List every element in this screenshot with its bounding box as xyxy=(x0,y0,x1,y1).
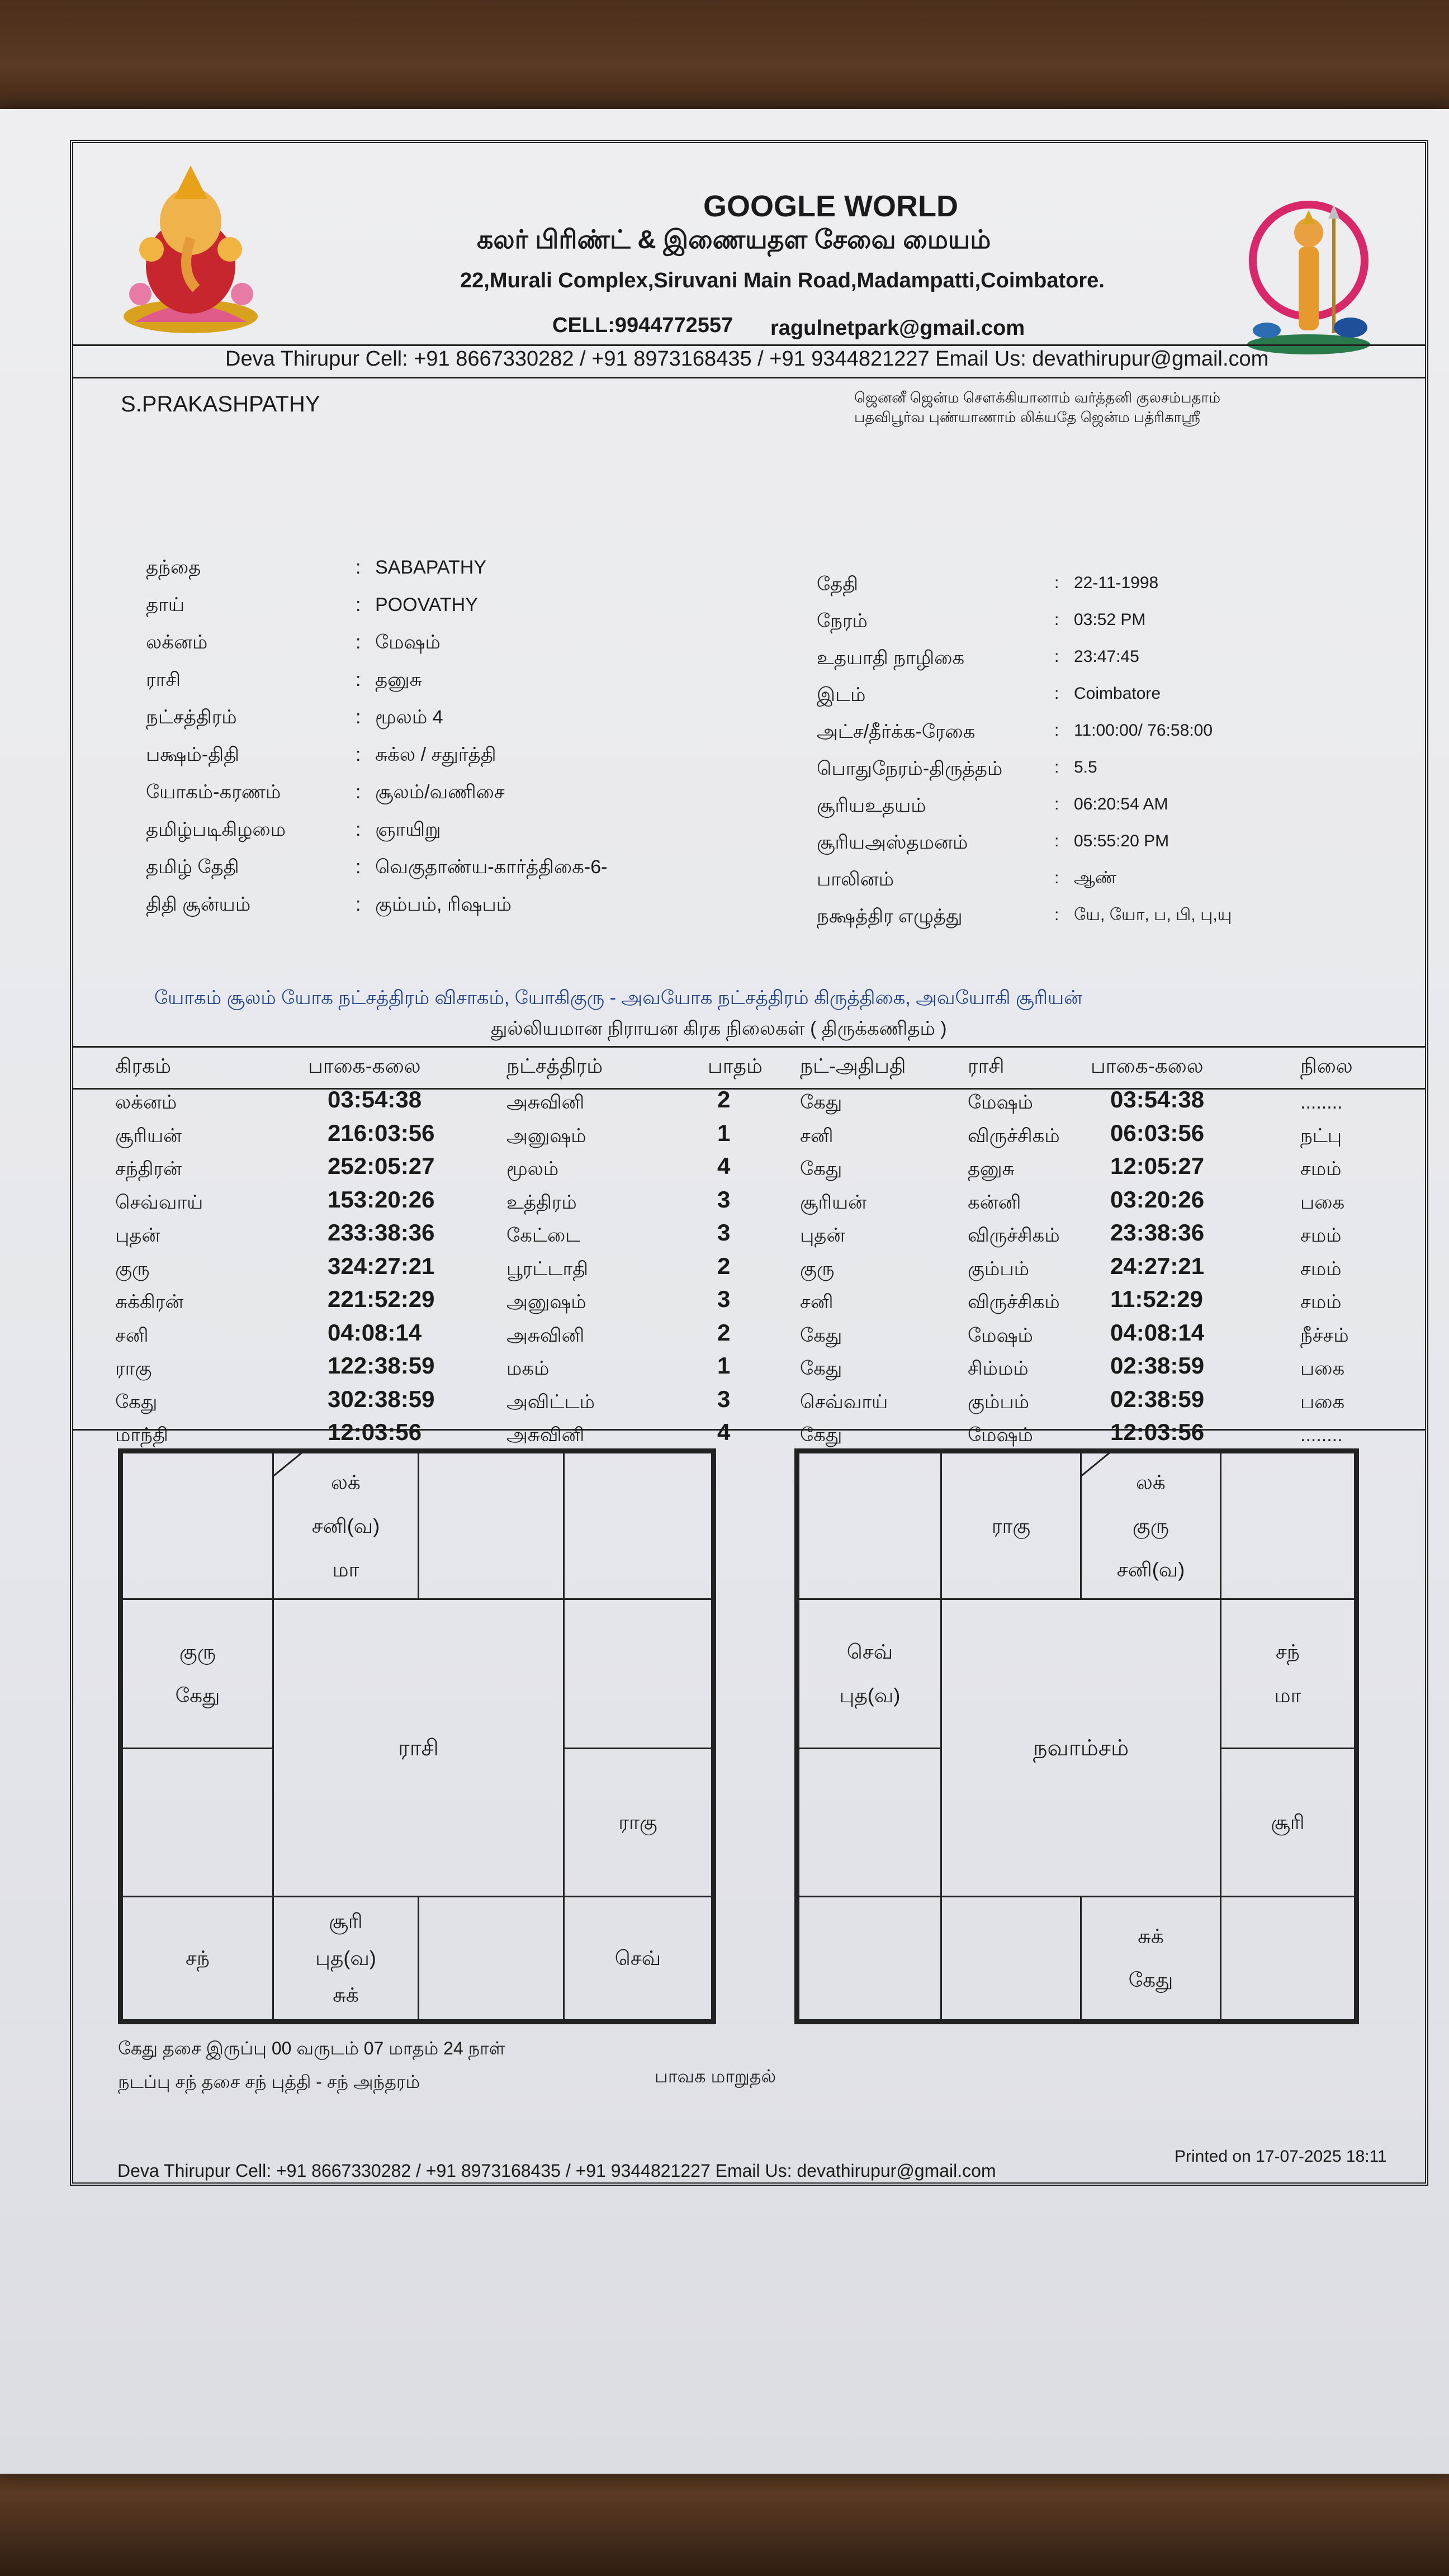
table-cell: சமம் xyxy=(1300,1291,1342,1313)
detail-left-label: ராசி xyxy=(146,669,181,690)
detail-right-colon: : xyxy=(1054,647,1059,666)
detail-right-value: 06:20:54 AM xyxy=(1074,795,1168,813)
table-header-cell: நட்சத்திரம் xyxy=(506,1054,603,1077)
table-cell: அனுஷம் xyxy=(506,1125,586,1147)
header-divider-top xyxy=(73,344,1425,346)
table-cell: புதன் xyxy=(800,1225,845,1246)
table-cell: மாந்தி xyxy=(115,1424,168,1446)
detail-left-colon: : xyxy=(356,632,361,653)
table-cell: 3 xyxy=(717,1286,731,1312)
blessing-line-1: ஜெனனீ ஜென்ம சௌக்கியானாம் வர்த்தனி குலசம்பதாம் xyxy=(854,389,1221,406)
detail-left-colon: : xyxy=(356,594,361,615)
business-cell: CELL:9944772557 xyxy=(552,314,733,337)
table-cell: 23:38:36 xyxy=(1110,1219,1205,1246)
table-cell: பகை xyxy=(1300,1358,1345,1379)
detail-right-value: Coimbatore xyxy=(1074,684,1161,703)
detail-right-value: 03:52 PM xyxy=(1074,610,1146,629)
detail-right-label: நேரம் xyxy=(817,610,868,632)
table-top-rule xyxy=(73,1046,1425,1048)
table-cell: 04:08:14 xyxy=(328,1319,422,1346)
detail-left-label: தமிழ்படிகிழமை xyxy=(146,819,286,840)
footer-contact-line: Deva Thirupur Cell: +91 8667330282 / +91 8973168435 / +91 9344821227 Email Us: devathirupur@gmail.com xyxy=(117,2161,996,2181)
nav-house-7 xyxy=(1080,1896,1221,2021)
table-cell: விருச்சிகம் xyxy=(968,1291,1060,1313)
table-cell: ராகு xyxy=(115,1358,152,1379)
table-cell: 252:05:27 xyxy=(328,1153,435,1179)
detail-right-colon: : xyxy=(1054,832,1059,850)
nav-house-3 xyxy=(1220,1598,1356,1749)
horoscope-frame xyxy=(70,140,1428,2186)
table-cell: கன்னி xyxy=(968,1191,1021,1213)
detail-left-value: சூலம்/வணிசை xyxy=(375,782,505,803)
table-cell: 03:20:26 xyxy=(1110,1186,1205,1213)
nav-h1-line-3: சனி(வ) xyxy=(1116,1557,1185,1581)
table-cell: 233:38:36 xyxy=(328,1219,435,1246)
rasi-house-top-left xyxy=(121,1452,274,1600)
rasi-house-2 xyxy=(418,1452,565,1600)
rasi-house-5 xyxy=(563,1748,713,1897)
table-header-cell: நட்-அதிபதி xyxy=(800,1054,906,1077)
nav-house-8 xyxy=(940,1896,1082,2021)
detail-left-value: வெகுதாண்ய-கார்த்திகை-6- xyxy=(375,856,608,878)
detail-right-value: 05:55:20 PM xyxy=(1074,832,1169,850)
nav-house-2 xyxy=(1220,1452,1356,1600)
nav-center-label: நவாம்சம் xyxy=(1033,1735,1129,1760)
rasi-h9-line-2: புத(வ) xyxy=(315,1947,376,1969)
nav-h9-line-1: சுக் xyxy=(1138,1925,1164,1948)
table-cell: 221:52:29 xyxy=(328,1286,435,1312)
table-cell: சனி xyxy=(800,1291,834,1313)
table-cell: சமம் xyxy=(1300,1158,1342,1180)
detail-right-colon: : xyxy=(1054,758,1059,776)
nav-house-12 xyxy=(940,1452,1082,1600)
detail-right-value: 22-11-1998 xyxy=(1074,574,1159,592)
table-header-cell: நிலை xyxy=(1300,1054,1353,1077)
current-dasa: நடப்பு சந் தசை சந் புத்தி - சந் அந்தரம் xyxy=(118,2072,420,2092)
table-cell: சூரியன் xyxy=(115,1125,182,1147)
table-cell: லக்னம் xyxy=(115,1092,177,1113)
table-cell: 1 xyxy=(717,1119,731,1146)
table-cell: 216:03:56 xyxy=(328,1119,435,1146)
table-cell: 4 xyxy=(717,1153,731,1179)
detail-right-colon: : xyxy=(1054,610,1059,629)
detail-left-value: ஞாயிறு xyxy=(375,819,441,840)
table-cell: மகம் xyxy=(506,1358,550,1379)
table-cell: 324:27:21 xyxy=(328,1252,435,1279)
detail-left-colon: : xyxy=(356,669,361,690)
detail-left-colon: : xyxy=(356,707,361,728)
detail-left-value: மேஷம் xyxy=(375,632,441,653)
detail-right-value: 11:00:00/ 76:58:00 xyxy=(1074,721,1213,740)
table-bottom-rule xyxy=(73,1429,1425,1431)
table-cell: 2 xyxy=(717,1252,731,1279)
table-cell: 3 xyxy=(717,1186,731,1213)
detail-left-label: தாய் xyxy=(146,594,185,615)
table-cell: தனுசு xyxy=(968,1158,1015,1180)
table-cell: கேது xyxy=(800,1158,842,1180)
detail-right-colon: : xyxy=(1054,721,1059,740)
table-cell: 03:54:38 xyxy=(328,1086,422,1112)
table-cell: சமம் xyxy=(1300,1258,1342,1280)
table-cell: அவிட்டம் xyxy=(506,1391,595,1413)
detail-left-colon: : xyxy=(356,782,361,803)
detail-left-colon: : xyxy=(356,744,361,765)
table-cell: 12:03:56 xyxy=(1110,1419,1205,1445)
detail-left-value: கும்பம், ரிஷபம் xyxy=(375,894,512,915)
detail-left-label: தமிழ் தேதி xyxy=(146,856,239,878)
nav-house-11 xyxy=(798,1598,942,1749)
person-name: S.PRAKASHPATHY xyxy=(121,392,320,416)
table-cell: விருச்சிகம் xyxy=(968,1225,1060,1246)
table-cell: 11:52:29 xyxy=(1110,1286,1203,1312)
table-cell: ........ xyxy=(1300,1424,1343,1446)
detail-right-label: பாலினம் xyxy=(817,869,894,890)
table-cell: கேது xyxy=(115,1391,158,1413)
table-cell: 4 xyxy=(717,1419,731,1445)
rasi-h9-line-1: சூரி xyxy=(329,1910,363,1933)
nav-h3-line-1: சந் xyxy=(1275,1640,1300,1663)
table-cell: 02:38:59 xyxy=(1110,1385,1205,1412)
table-cell: பூரட்டாதி xyxy=(506,1258,589,1280)
table-cell: சூரியன் xyxy=(800,1191,867,1213)
table-cell: அசுவினி xyxy=(506,1092,585,1113)
table-cell: மேஷம் xyxy=(968,1424,1033,1446)
detail-right-colon: : xyxy=(1054,906,1059,924)
rasi-chart xyxy=(118,1448,716,2024)
rasi-house-3 xyxy=(563,1452,713,1600)
rasi-h9-line-3: சுக் xyxy=(333,1983,359,2006)
nav-h11-line-2: புத(வ) xyxy=(839,1684,901,1707)
table-cell: குரு xyxy=(800,1258,835,1280)
rasi-lagna-mark xyxy=(272,1452,306,1480)
rasi-h7-line-1: செவ் xyxy=(614,1947,661,1969)
table-cell: குரு xyxy=(115,1258,150,1280)
table-header-cell: கிரகம் xyxy=(115,1054,172,1077)
table-cell: கேட்டை xyxy=(506,1225,581,1246)
header-contact-line: Deva Thirupur Cell: +91 8667330282 / +91 8973168435 / +91 9344821227 Email Us: devathirupur@gmail.com xyxy=(225,347,1269,371)
rasi-house-12 xyxy=(121,1598,274,1749)
navamsa-chart xyxy=(794,1448,1359,2024)
nav-house-top-left xyxy=(798,1452,942,1600)
rasi-house-7 xyxy=(563,1896,713,2021)
table-cell: விருச்சிகம் xyxy=(968,1125,1060,1147)
table-cell: 06:03:56 xyxy=(1110,1119,1205,1146)
nav-h12-line-1: ராகு xyxy=(991,1514,1031,1537)
detail-left-value: தனுசு xyxy=(375,669,422,690)
table-cell: சனி xyxy=(800,1125,834,1147)
rasi-h6-line-1: ராகு xyxy=(618,1811,657,1834)
table-header-rule xyxy=(73,1088,1425,1090)
detail-right-value: 23:47:45 xyxy=(1074,647,1139,666)
table-header-cell: பாதம் xyxy=(708,1054,763,1077)
rasi-house-10 xyxy=(121,1896,274,2021)
business-email: ragulnetpark@gmail.com xyxy=(770,316,1025,340)
detail-left-value: POOVATHY xyxy=(375,594,478,615)
table-header-cell: பாகை-கலை xyxy=(308,1054,421,1077)
business-address: 22,Murali Complex,Siruvani Main Road,Madampatti,Coimbatore. xyxy=(460,269,1105,292)
detail-left-colon: : xyxy=(356,557,361,578)
detail-right-value: யே, யோ, ப, பி, பு,யு xyxy=(1074,906,1232,924)
table-cell: 302:38:59 xyxy=(328,1385,435,1412)
rasi-h10-line-1: சந் xyxy=(185,1947,210,1969)
table-cell: 02:38:59 xyxy=(1110,1352,1205,1379)
table-cell: சுக்கிரன் xyxy=(115,1291,184,1313)
table-cell: மேஷம் xyxy=(968,1092,1033,1113)
table-cell: 24:27:21 xyxy=(1110,1252,1205,1279)
table-cell: செவ்வாய் xyxy=(115,1191,203,1213)
table-cell: செவ்வாய் xyxy=(800,1391,888,1413)
table-cell: கேது xyxy=(800,1324,842,1346)
detail-left-label: தந்தை xyxy=(146,557,201,578)
detail-right-label: அட்ச/தீர்க்க-ரேகை xyxy=(817,721,976,742)
nav-h11-line-1: செவ் xyxy=(846,1640,893,1663)
detail-right-label: பொதுநேரம்-திருத்தம் xyxy=(817,758,1003,779)
yoga-line: யோகம் சூலம் யோக நட்சத்திரம் விசாகம், யோகிகுரு - அவயோக நட்சத்திரம் கிருத்திகை, அவயோகி சூரியன் xyxy=(154,987,1083,1008)
table-cell: 12:03:56 xyxy=(328,1419,422,1445)
rasi-h1-line-2: சனி(வ) xyxy=(311,1514,380,1537)
nav-h4-line-1: சூரி xyxy=(1271,1811,1305,1834)
ganesha-image xyxy=(112,154,269,339)
dasa-balance: கேது தசை இருப்பு 00 வருடம் 07 மாதம் 24 நாள் xyxy=(118,2038,505,2058)
table-cell: கும்பம் xyxy=(968,1258,1030,1280)
table-cell: மூலம் xyxy=(506,1158,559,1180)
detail-right-label: தேதி xyxy=(817,574,859,595)
detail-right-label: நக்ஷத்திர எழுத்து xyxy=(817,906,963,927)
detail-right-value: 5.5 xyxy=(1074,758,1097,776)
detail-left-label: நட்சத்திரம் xyxy=(146,707,237,728)
detail-right-colon: : xyxy=(1054,869,1059,887)
nav-lagna-mark xyxy=(1080,1452,1114,1480)
header-divider-bottom xyxy=(73,377,1425,378)
printed-on: Printed on 17-07-2025 18:11 xyxy=(1175,2147,1387,2166)
nav-h9-line-2: கேது xyxy=(1128,1968,1173,1991)
detail-left-label: பக்ஷம்-திதி xyxy=(146,744,239,765)
nav-house-10 xyxy=(798,1748,942,1897)
nav-house-4 xyxy=(1220,1748,1356,1897)
table-cell: 3 xyxy=(717,1385,731,1412)
table-title: துல்லியமான நிராயன கிரக நிலைகள் ( திருக்கணிதம் ) xyxy=(491,1018,947,1039)
table-cell: அனுஷம் xyxy=(506,1291,586,1313)
table-cell: கேது xyxy=(800,1424,842,1446)
nav-h3-line-2: மா xyxy=(1274,1684,1301,1707)
rasi-house-4 xyxy=(563,1598,713,1749)
nav-h1-line-1: லக் xyxy=(1136,1470,1166,1494)
detail-left-colon: : xyxy=(356,894,361,915)
table-cell: சமம் xyxy=(1300,1225,1342,1246)
rasi-h1-line-3: மா xyxy=(332,1557,359,1581)
table-header-cell: ராசி xyxy=(968,1054,1005,1077)
detail-right-colon: : xyxy=(1054,684,1059,703)
table-cell: 12:05:27 xyxy=(1110,1153,1205,1179)
rasi-h1-line-1: லக் xyxy=(331,1470,361,1494)
table-cell: 03:54:38 xyxy=(1110,1086,1205,1112)
detail-left-value: SABAPATHY xyxy=(375,557,487,578)
detail-left-label: லக்னம் xyxy=(146,632,208,653)
table-cell: அசுவினி xyxy=(506,1324,585,1346)
detail-left-colon: : xyxy=(356,819,361,840)
table-cell: கும்பம் xyxy=(968,1391,1030,1413)
table-cell: 2 xyxy=(717,1319,731,1346)
detail-right-label: உதயாதி நாழிகை xyxy=(817,647,965,669)
rasi-center-label: ராசி xyxy=(398,1735,439,1760)
detail-left-value: சுக்ல / சதுர்த்தி xyxy=(375,744,496,765)
table-cell: உத்திரம் xyxy=(506,1191,577,1213)
rasi-h12-line-1: குரு xyxy=(179,1640,216,1663)
detail-right-label: சூரியஉதயம் xyxy=(817,795,926,816)
table-cell: 2 xyxy=(717,1086,731,1112)
bhava-label: பாவக மாறுதல் xyxy=(655,2066,776,2086)
table-cell: 1 xyxy=(717,1352,731,1379)
nav-house-9 xyxy=(798,1896,942,2021)
business-subtitle: கலர் பிரிண்ட் & இணையதள சேவை மையம் xyxy=(477,225,991,254)
detail-left-label: திதி சூன்யம் xyxy=(146,894,251,915)
table-cell: பகை xyxy=(1300,1191,1345,1213)
detail-right-label: இடம் xyxy=(817,684,866,705)
detail-right-value: ஆண் xyxy=(1074,869,1117,887)
table-cell: 04:08:14 xyxy=(1110,1319,1205,1346)
blessing-line-2: பதவிபூர்வ புண்யாணாம் லிக்யதே ஜென்ம பத்ரிகாஶ்ரீ xyxy=(854,409,1200,425)
table-cell: சனி xyxy=(115,1324,149,1346)
table-cell: 153:20:26 xyxy=(328,1186,435,1213)
rasi-house-8 xyxy=(418,1896,565,2021)
business-title: GOOGLE WORLD xyxy=(703,190,958,223)
table-cell: மேஷம் xyxy=(968,1324,1033,1346)
detail-left-colon: : xyxy=(356,856,361,878)
detail-left-value: மூலம் 4 xyxy=(375,707,443,728)
table-cell: கேது xyxy=(800,1092,842,1113)
rasi-center xyxy=(272,1598,565,1897)
nav-center xyxy=(940,1598,1221,1897)
table-cell: பகை xyxy=(1300,1391,1345,1413)
table-cell: சிம்மம் xyxy=(968,1358,1029,1379)
rasi-house-11 xyxy=(121,1748,274,1897)
table-cell: கேது xyxy=(800,1358,842,1379)
murugan-image xyxy=(1236,193,1381,356)
detail-right-colon: : xyxy=(1054,795,1059,813)
rasi-h12-line-2: கேது xyxy=(175,1684,220,1707)
nav-house-6 xyxy=(1220,1896,1356,2021)
table-cell: புதன் xyxy=(115,1225,160,1246)
detail-right-label: சூரியஅஸ்தமனம் xyxy=(817,832,968,853)
table-cell: 3 xyxy=(717,1219,731,1246)
table-cell: ........ xyxy=(1300,1092,1343,1113)
table-cell: சந்திரன் xyxy=(115,1158,182,1180)
table-cell: 122:38:59 xyxy=(328,1352,435,1379)
detail-left-label: யோகம்-கரணம் xyxy=(146,782,281,803)
nav-h1-line-2: குரு xyxy=(1132,1514,1169,1537)
rasi-house-9 xyxy=(272,1896,419,2021)
table-cell: நீச்சம் xyxy=(1300,1324,1349,1346)
table-cell: நட்பு xyxy=(1300,1125,1342,1147)
detail-right-colon: : xyxy=(1054,574,1059,592)
table-header-cell: பாகை-கலை xyxy=(1091,1054,1204,1077)
table-cell: அசுவினி xyxy=(506,1424,585,1446)
